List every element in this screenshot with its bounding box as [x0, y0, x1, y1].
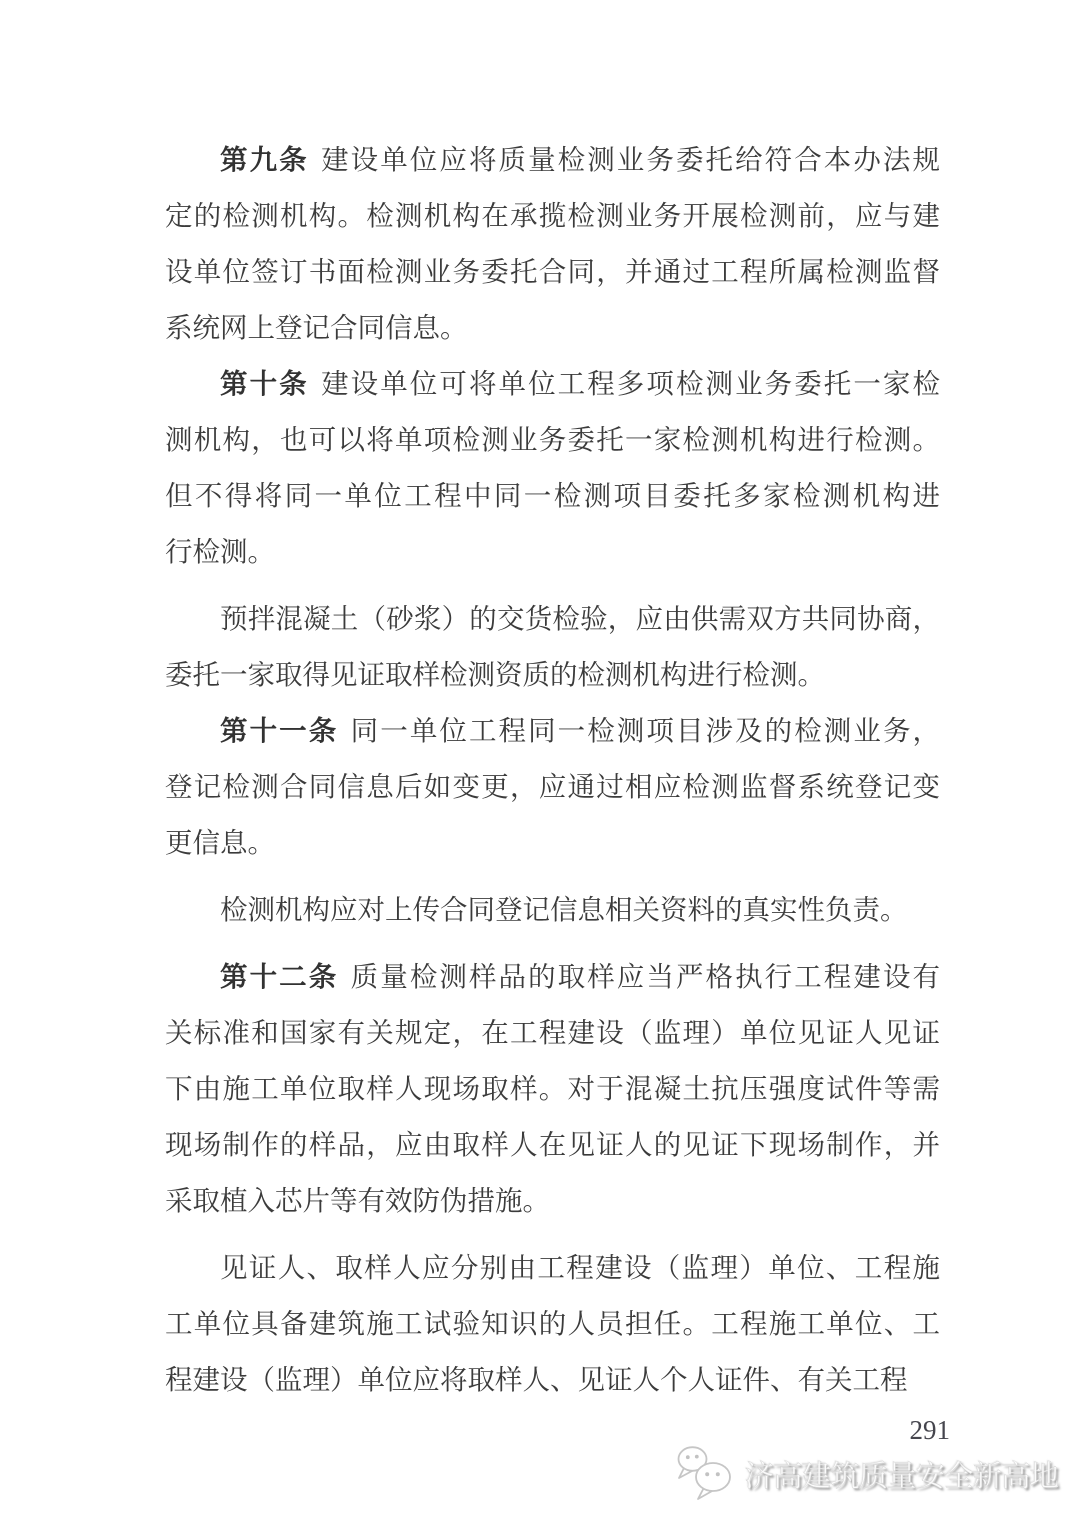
article-number: 第十二条: [220, 961, 339, 992]
watermark: [675, 1444, 1058, 1504]
article-number: 第十一条: [220, 715, 339, 746]
text-line: 测机构，也可以将单项检测业务委托一家检测机构进行检测。: [165, 424, 940, 455]
paragraph: [165, 1240, 940, 1408]
wechat-icon: [675, 1444, 737, 1504]
text-line: 委托一家取得见证取样检测资质的检测机构进行检测。: [165, 659, 825, 690]
watermark-text: 济高建筑质量安全新高地: [744, 1461, 1058, 1493]
text-line: 行检测。: [165, 536, 275, 567]
text-line: 见证人、取样人应分别由工程建设（监理）单位、工程施: [220, 1252, 940, 1283]
text-line: 定的检测机构。检测机构在承揽检测业务开展检测前，应与建: [165, 200, 940, 231]
text-line: 现场制作的样品，应由取样人在见证人的见证下现场制作，并: [165, 1129, 940, 1160]
text-line: 关标准和国家有关规定，在工程建设（监理）单位见证人见证: [165, 1017, 940, 1048]
document-body: [165, 132, 940, 1408]
text-line: 系统网上登记合同信息。: [165, 312, 468, 343]
text-line: 第十二条 质量检测样品的取样应当严格执行工程建设有: [220, 961, 941, 992]
text-line: 但不得将同一单位工程中同一检测项目委托多家检测机构进: [165, 480, 940, 511]
text-line: 采取植入芯片等有效防伪措施。: [165, 1185, 550, 1216]
text-line: 检测机构应对上传合同登记信息相关资料的真实性负责。: [220, 894, 908, 925]
text-line: 程建设（监理）单位应将取样人、见证人个人证件、有关工程: [165, 1364, 908, 1395]
text-line: 预拌混凝土（砂浆）的交货检验，应由供需双方共同协商，: [220, 603, 940, 634]
text-line: 更信息。: [165, 827, 275, 858]
page-number: 291: [909, 1415, 950, 1445]
text-line: 第九条 建设单位应将质量检测业务委托给符合本办法规: [220, 144, 941, 175]
paragraph: [165, 591, 940, 703]
paragraph: [165, 882, 940, 938]
paragraph: [165, 949, 940, 1229]
text-line: 工单位具备建筑施工试验知识的人员担任。工程施工单位、工: [165, 1308, 940, 1339]
text-line: 下由施工单位取样人现场取样。对于混凝土抗压强度试件等需: [165, 1073, 940, 1104]
text-line: 第十条 建设单位可将单位工程多项检测业务委托一家检: [220, 368, 941, 399]
text-line: 登记检测合同信息后如变更，应通过相应检测监督系统登记变: [165, 771, 940, 802]
paragraph: [165, 703, 940, 871]
text-line: 第十一条 同一单位工程同一检测项目涉及的检测业务，: [220, 715, 941, 746]
article-number: 第九条: [220, 144, 309, 175]
text-line: 设单位签订书面检测业务委托合同，并通过工程所属检测监督: [165, 256, 940, 287]
paragraph: [165, 132, 940, 356]
article-number: 第十条: [220, 368, 309, 399]
paragraph: [165, 356, 940, 580]
